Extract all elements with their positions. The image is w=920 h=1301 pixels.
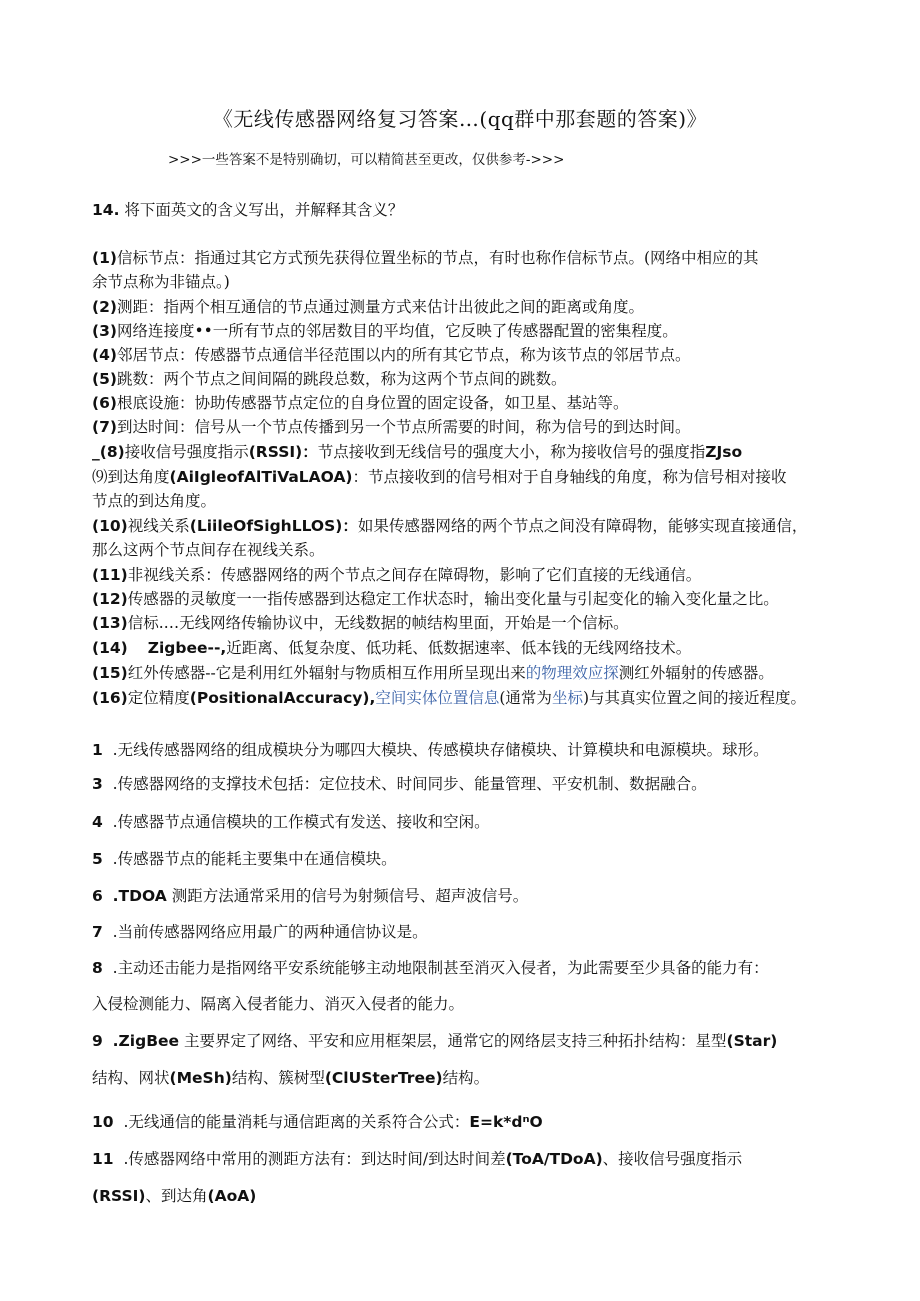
fill-7	[92, 920, 428, 942]
def-3	[92, 319, 678, 341]
def-number: _(8)	[92, 443, 125, 461]
def-number: (15)	[92, 664, 128, 682]
def-number: (7)	[92, 418, 117, 436]
item-term-aoa: (AoA)	[207, 1187, 257, 1205]
def-text: 非视线关系：传感器网络的两个节点之间存在障碍物，影响了它们直接的无线通信。	[127, 566, 702, 584]
def-abbr: Zigbee--,	[147, 639, 227, 657]
def-term: 接收信号强度指示	[124, 443, 249, 461]
item-text: .传感器网络的支撑技术包括：定位技术、时间同步、能量管理、平安机制、数据融合。	[112, 775, 707, 793]
def-link[interactable]: 空间实体位置信息	[375, 689, 500, 707]
item-text: .传感器节点通信模块的工作模式有发送、接收和空闲。	[112, 813, 490, 831]
def-text: 节点接收到无线信号的强度大小，称为接收信号的强度指	[317, 443, 706, 461]
item-number: 5	[92, 850, 103, 868]
item-text: 结构。	[442, 1069, 490, 1087]
def-4	[92, 343, 690, 365]
def-abbr: (PositionalAccuracy),	[189, 689, 376, 707]
fill-1	[92, 738, 769, 760]
def-text: 网络连接度••一所有节点的邻居数目的平均值，它反映了传感器配置的密集程度。	[116, 322, 678, 340]
def-text: 如果传感器网络的两个节点之间没有障碍物，能够实现直接通信，	[357, 517, 808, 535]
def-number: (3)	[92, 322, 117, 340]
fill-8	[92, 956, 769, 978]
def-term: 视线关系	[127, 517, 190, 535]
def-link-coord[interactable]: 坐标	[551, 689, 583, 707]
item-text: 主要界定了网络、平安和应用框架层，通常它的网络层支持三种拓扑结构：星型	[183, 1032, 727, 1050]
def-number: (14)	[92, 639, 128, 657]
item-text: 测距方法通常采用的信号为射频信号、超声波信号。	[171, 887, 529, 905]
fill-8-cont: 入侵检测能力、隔离入侵者能力、消灭入侵者的能力。	[92, 995, 465, 1013]
def-text: 邻居节点：传感器节点通信半径范围以内的所有其它节点，称为该节点的邻居节点。	[116, 346, 691, 364]
item-number: 7	[92, 923, 103, 941]
item-text: .传感器网络中常用的测距方法有：到达时间/到达时间差	[123, 1150, 506, 1168]
fill-10	[92, 1110, 543, 1132]
def-number: (5)	[92, 370, 117, 388]
item-text: 、接收信号强度指示	[602, 1150, 743, 1168]
def-8	[92, 440, 742, 462]
item-number: 3	[92, 775, 103, 793]
def-number: (11)	[92, 566, 128, 584]
item-term: .ZigBee	[112, 1032, 180, 1050]
def-abbr: (LiileOfSighLLOS)：	[189, 517, 358, 535]
def-15	[92, 661, 774, 683]
def-13	[92, 611, 629, 633]
def-1-line-2	[92, 270, 230, 292]
document-subtitle: >>>一些答案不是特别确切，可以精简甚至更改，仅供参考->>>	[168, 152, 565, 168]
item-number: 4	[92, 813, 103, 831]
item-term: (ToA/TDoA)	[505, 1150, 603, 1168]
item-text: .传感器节点的能耗主要集中在通信模块。	[112, 850, 397, 868]
item-number: 6	[92, 887, 103, 905]
fill-9-cont	[92, 1066, 489, 1088]
def-text: 近距离、低复杂度、低功耗、低数据速率、低本钱的无线网络技术。	[226, 639, 692, 657]
def-number: (4)	[92, 346, 117, 364]
def-number: (16)	[92, 689, 128, 707]
def-11	[92, 563, 701, 585]
fill-11-cont	[92, 1184, 256, 1206]
def-term: 到达角度	[107, 468, 170, 486]
def-10	[92, 514, 807, 536]
item-text: 结构、网状	[92, 1069, 170, 1087]
question-14	[92, 198, 403, 220]
item-number: 9	[92, 1032, 103, 1050]
def-text: 信标节点：指通过其它方式预先获得位置坐标的节点，有时也称作信标节点。(网络中相应的其	[116, 249, 759, 267]
item-formula: E=k*dⁿO	[469, 1113, 543, 1131]
item-term-rssi: (RSSI)	[92, 1187, 146, 1205]
item-number: 8	[92, 959, 103, 977]
def-text: 测距：指两个相互通信的节点通过测量方式来估计出彼此之间的距离或角度。	[116, 298, 644, 316]
def-text: 传感器的灵敏度一一指传感器到达稳定工作状态时，输出变化量与引起变化的输入变化量之比。	[127, 590, 779, 608]
item-term-cluster: (ClUSterTree)	[324, 1069, 443, 1087]
item-text: .无线传感器网络的组成模块分为哪四大模块、传感模块存储模块、计算模块和电源模块。球形。	[112, 741, 769, 759]
def-text: 信标.…无线网络传输协议中，无线数据的帧结构里面，开始是一个信标。	[127, 614, 629, 632]
def-text: (通常为	[499, 689, 552, 707]
def-number: (12)	[92, 590, 128, 608]
def-1-line-1	[92, 246, 759, 268]
def-text: 余节点称为非锚点。)	[92, 273, 230, 291]
def-text-end: 测红外辐射的传感器。	[618, 664, 774, 682]
def-text: 跳数：两个节点之间间隔的跳段总数，称为这两个节点间的跳数。	[116, 370, 567, 388]
def-9-cont: 节点的到达角度。	[92, 492, 217, 510]
def-10-cont: 那么这两个节点间存在视线关系。	[92, 541, 325, 559]
def-number: (2)	[92, 298, 117, 316]
def-number: (6)	[92, 394, 117, 412]
def-text: 红外传感器--它是利用红外辐射与物质相互作用所呈现出来	[127, 664, 526, 682]
def-number: (1)	[92, 249, 117, 267]
def-number: (10)	[92, 517, 128, 535]
item-number: 11	[92, 1150, 114, 1168]
question-text: 将下面英文的含义写出，并解释其含义？	[124, 201, 404, 219]
def-text-end: )与其真实位置之间的接近程度。	[582, 689, 807, 707]
def-abbr: (AiIgleofAlTiVaLAOA)	[169, 468, 353, 486]
def-16	[92, 686, 806, 708]
def-14	[92, 636, 691, 658]
item-number: 1	[92, 741, 103, 759]
item-number: 10	[92, 1113, 114, 1131]
item-text: .主动还击能力是指网络平安系统能够主动地限制甚至消灭入侵者，为此需要至少具备的能力有：	[112, 959, 769, 977]
def-7	[92, 415, 690, 437]
def-number: ⑼	[92, 468, 108, 486]
def-text: ：节点接收到的信号相对于自身轴线的角度，称为信号相对接收	[352, 468, 787, 486]
def-2	[92, 295, 644, 317]
def-text-end: ZJso	[705, 443, 743, 461]
item-term-mesh: (MeSh)	[169, 1069, 232, 1087]
def-6	[92, 391, 628, 413]
fill-4	[92, 810, 490, 832]
item-text: 结构、簇树型	[231, 1069, 325, 1087]
fill-9	[92, 1029, 777, 1051]
def-text: 到达时间：信号从一个节点传播到另一个节点所需要的时间，称为信号的到达时间。	[116, 418, 691, 436]
fill-6	[92, 884, 528, 906]
fill-3	[92, 772, 707, 794]
def-12	[92, 587, 779, 609]
fill-5	[92, 847, 397, 869]
item-term-star: (Star)	[726, 1032, 778, 1050]
def-9	[92, 465, 787, 487]
fill-11	[92, 1147, 742, 1169]
def-abbr: (RSSI)：	[248, 443, 318, 461]
document-title: 《无线传感器网络复习答案…(qq群中那套题的答案)》	[212, 107, 708, 131]
item-text: .当前传感器网络应用最广的两种通信协议是。	[112, 923, 428, 941]
def-number: (13)	[92, 614, 128, 632]
item-term: .TDOA	[112, 887, 167, 905]
def-link[interactable]: 的物理效应探	[525, 664, 619, 682]
item-text: .无线通信的能量消耗与通信距离的关系符合公式：	[123, 1113, 470, 1131]
question-number: 14.	[92, 201, 120, 219]
item-text: 、到达角	[145, 1187, 208, 1205]
def-5	[92, 367, 566, 389]
def-text: 根底设施：协助传感器节点定位的自身位置的固定设备，如卫星、基站等。	[116, 394, 629, 412]
def-term: 定位精度	[127, 689, 190, 707]
